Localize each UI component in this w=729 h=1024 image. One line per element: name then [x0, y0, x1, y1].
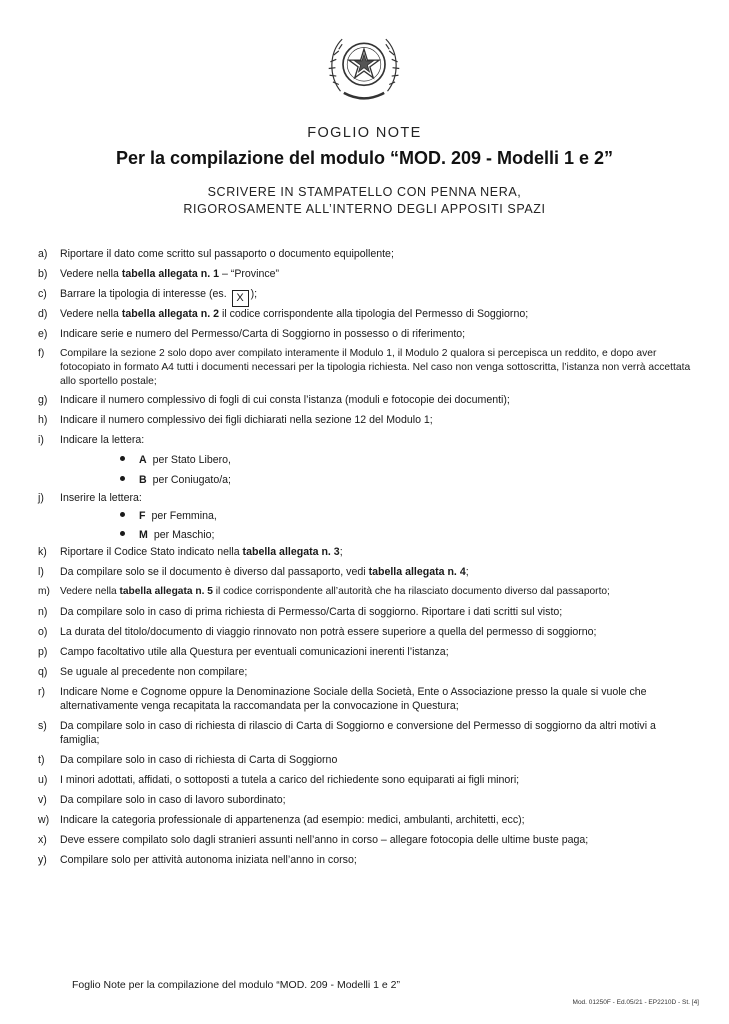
- note-text: Deve essere compilato solo dagli stranieri assunti nell’anno in corso – allegare fotocopia delle ultime buste paga;: [60, 834, 589, 846]
- note-letter: f): [38, 348, 45, 359]
- note-d: [38, 307, 698, 321]
- note-text-part: ;: [465, 566, 469, 578]
- note-w: [38, 813, 698, 827]
- note-letter: c): [38, 288, 47, 300]
- note-text-part: il codice corrispondente all’autorità che ha rilasciato documento diverso dal passaporto;: [212, 586, 610, 597]
- note-x: [38, 833, 698, 847]
- table-reference: tabella allegata n. 2: [121, 308, 220, 320]
- note-o: [38, 625, 698, 639]
- note-text-part: – “Province”: [219, 268, 280, 280]
- note-text: Riportare il dato come scritto sul passaporto o documento equipollente;: [60, 248, 394, 260]
- table-reference: tabella allegata n. 4: [368, 566, 466, 578]
- option-label: per Stato Libero,: [152, 454, 231, 466]
- note-text: [60, 545, 698, 559]
- note-t: [38, 753, 698, 767]
- note-text: Da compilare solo in caso di richiesta di Carta di Soggiorno: [60, 754, 338, 766]
- note-letter: e): [38, 328, 48, 340]
- note-text: Indicare serie e numero del Permesso/Carta di Soggiorno in possesso o di riferimento;: [60, 328, 466, 340]
- note-l: [38, 565, 698, 579]
- note-text: Da compilare solo in caso di richiesta di rilascio di Carta di Soggiorno e conversione del Permesso di soggiorno da altri motivi a famiglia;: [60, 720, 656, 746]
- option-code: B: [139, 474, 147, 486]
- example-checkbox: X: [232, 290, 249, 307]
- option-item: [120, 453, 231, 467]
- bullet-icon: [120, 512, 125, 517]
- note-b: [38, 267, 698, 281]
- note-text: [60, 585, 698, 599]
- note-text: [60, 565, 698, 579]
- note-text: Indicare la categoria professionale di appartenenza (ad esempio: medici, ambulanti, architetti, ecc);: [60, 814, 525, 826]
- option-label: per Femmina,: [151, 510, 217, 522]
- note-j: [38, 491, 698, 505]
- option-item: [120, 473, 231, 487]
- note-text-part: Riportare il Codice Stato indicato nella: [60, 546, 243, 558]
- note-text: La durata del titolo/documento di viaggio rinnovato non potrà essere superiore a quella del permesso di soggiorno;: [60, 626, 597, 638]
- note-text: [60, 307, 698, 321]
- note-letter: i): [38, 434, 44, 446]
- note-text-part: ;: [339, 546, 343, 558]
- note-letter: d): [38, 308, 48, 320]
- note-text-part: );: [250, 288, 258, 300]
- note-text: Indicare Nome e Cognome oppure la Denominazione Sociale della Società, Ente o Associazione presso la quale si vuole che alternativamente venga recapitata la raccomandata per la convocazione in Questura;: [60, 686, 647, 712]
- note-q: [38, 665, 698, 679]
- form-code: Mod. 01250F - Ed.05/21 - EP2210D - St. [4]: [572, 999, 699, 1006]
- note-letter: j): [38, 492, 44, 504]
- bullet-icon: [120, 456, 125, 461]
- note-u: [38, 773, 698, 787]
- note-text: Indicare il numero complessivo dei figli dichiarati nella sezione 12 del Modulo 1;: [60, 414, 433, 426]
- note-r: [38, 685, 698, 713]
- note-s: [38, 719, 698, 747]
- table-reference: tabella allegata n. 3: [242, 546, 340, 558]
- note-text-part: Vedere nella: [60, 308, 122, 320]
- note-letter: t): [38, 754, 45, 766]
- bullet-icon: [120, 476, 125, 481]
- note-text: I minori adottati, affidati, o sottoposti a tutela a carico del richiedente sono equiparati ai figli minori;: [60, 774, 520, 786]
- bullet-icon: [120, 531, 125, 536]
- note-n: [38, 605, 698, 619]
- note-f: [38, 347, 698, 389]
- note-text-part: il codice corrispondente alla tipologia del Permesso di Soggiorno;: [219, 308, 529, 320]
- note-letter: o): [38, 626, 48, 638]
- note-text: Indicare il numero complessivo di fogli di cui consta l’istanza (moduli e fotocopie dei documenti);: [60, 394, 510, 406]
- note-letter: m): [38, 586, 50, 597]
- note-c: [38, 287, 698, 307]
- note-a: [38, 247, 698, 261]
- note-text: Se uguale al precedente non compilare;: [60, 666, 248, 678]
- footer-text: Foglio Note per la compilazione del modulo “MOD. 209 - Modelli 1 e 2”: [72, 979, 400, 991]
- note-letter: g): [38, 394, 48, 406]
- note-letter: v): [38, 794, 47, 806]
- writing-instructions: [0, 184, 729, 218]
- note-text: Da compilare solo in caso di prima richiesta di Permesso/Carta di soggiorno. Riportare i dati scritti sul visto;: [60, 606, 563, 618]
- note-text: Da compilare solo in caso di lavoro subordinato;: [60, 794, 286, 806]
- note-e: [38, 327, 698, 341]
- note-text: Indicare la lettera:: [60, 434, 145, 446]
- option-code: A: [139, 454, 147, 466]
- note-letter: b): [38, 268, 48, 280]
- note-text: Compilare solo per attività autonoma iniziata nell’anno in corso;: [60, 854, 357, 866]
- note-letter: r): [38, 686, 46, 698]
- note-letter: x): [38, 834, 47, 846]
- note-y: [38, 853, 698, 867]
- note-letter: h): [38, 414, 48, 426]
- option-label: per Coniugato/a;: [152, 474, 231, 486]
- note-i: [38, 433, 698, 447]
- option-item: [120, 528, 214, 542]
- note-letter: l): [38, 566, 44, 578]
- note-letter: k): [38, 546, 47, 558]
- note-text: Inserire la lettera:: [60, 492, 142, 504]
- note-text-part: Vedere nella: [60, 268, 122, 280]
- emblem-of-italy-icon: [322, 24, 406, 108]
- note-k: [38, 545, 698, 559]
- option-label: per Maschio;: [153, 529, 215, 541]
- instruction-line-1: SCRIVERE IN STAMPATELLO CON PENNA NERA,: [207, 185, 522, 199]
- note-v: [38, 793, 698, 807]
- note-letter: s): [38, 720, 47, 732]
- document-subtitle: Per la compilazione del modulo “MOD. 209 - Modelli 1 e 2”: [115, 148, 614, 168]
- table-reference: tabella allegata n. 1: [121, 268, 220, 280]
- table-reference: tabella allegata n. 5: [119, 586, 213, 597]
- instruction-line-2: RIGOROSAMENTE ALL’INTERNO DEGLI APPOSITI SPAZI: [183, 202, 546, 216]
- note-text: Compilare la sezione 2 solo dopo aver compilato interamente il Modulo 1, il Modulo 2 qualora si percepisca un reddito, e dopo aver fotocopiato in formato A4 tutti i documenti necessari per la tipologia richiesta. Nel caso non venga sottoscritta, l’istanza non verrà accettata allo sportello postale;: [60, 348, 691, 387]
- option-code: F: [139, 510, 146, 522]
- note-g: [38, 393, 698, 407]
- note-text: [60, 267, 698, 281]
- note-letter: y): [38, 854, 47, 866]
- note-letter: w): [38, 814, 50, 826]
- note-text-part: Barrare la tipologia di interesse (es.: [60, 288, 230, 300]
- note-h: [38, 413, 698, 427]
- note-letter: n): [38, 606, 48, 618]
- note-letter: u): [38, 774, 48, 786]
- option-item: [120, 509, 217, 523]
- note-text: Campo facoltativo utile alla Questura per eventuali comunicazioni inerenti l’istanza;: [60, 646, 449, 658]
- note-text: [60, 287, 698, 307]
- note-letter: a): [38, 248, 48, 260]
- note-p: [38, 645, 698, 659]
- document-title: FOGLIO NOTE: [307, 125, 422, 141]
- note-letter: q): [38, 666, 48, 678]
- note-text-part: Vedere nella: [60, 586, 120, 597]
- note-text-part: Da compilare solo se il documento è diverso dal passaporto, vedi: [60, 566, 369, 578]
- note-letter: p): [38, 646, 48, 658]
- note-m: [38, 585, 698, 599]
- option-code: M: [139, 529, 148, 541]
